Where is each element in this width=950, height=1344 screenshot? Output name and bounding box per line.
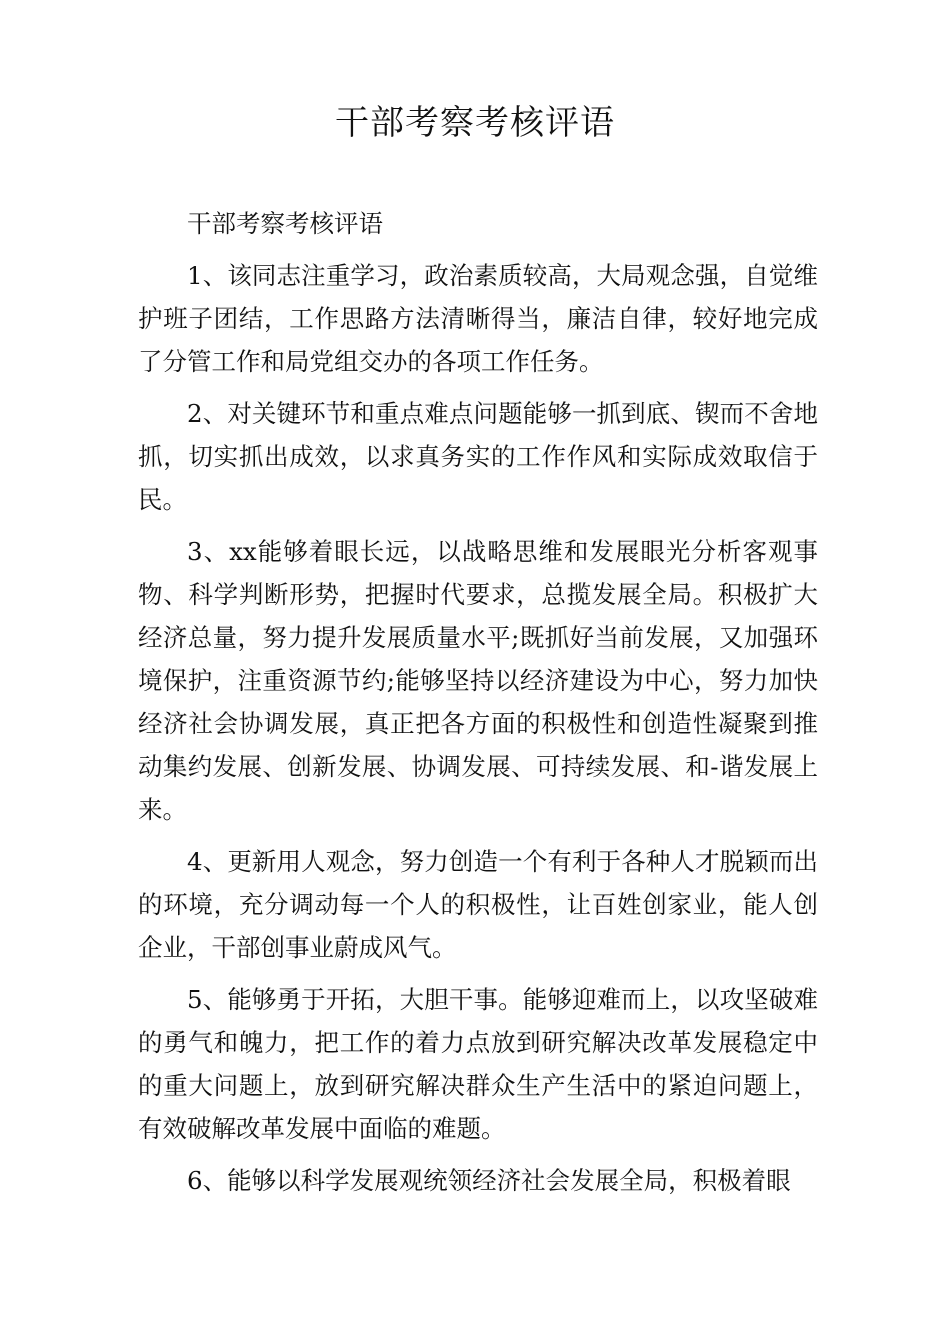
- document-title: 干部考察考核评语: [335, 103, 615, 143]
- document-body: [138, 202, 818, 1211]
- paragraph-2: 2、对关键环节和重点难点问题能够一抓到底、锲而不舍地抓，切实抓出成效，以求真务实的工作作风和实际成效取信于民。: [138, 399, 818, 514]
- paragraph-subtitle: 干部考察考核评语: [187, 209, 383, 238]
- paragraph-5: 5、能够勇于开拓，大胆干事。能够迎难而上，以攻坚破难的勇气和魄力，把工作的着力点放到研究解决改革发展稳定中的重大问题上，放到研究解决群众生产生活中的紧迫问题上，有效破解改革发展中面临的难题。: [138, 985, 818, 1143]
- paragraph-4: 4、更新用人观念，努力创造一个有利于各种人才脱颖而出的环境，充分调动每一个人的积极性，让百姓创家业，能人创企业，干部创事业蔚成风气。: [138, 847, 818, 962]
- paragraph-6: 6、能够以科学发展观统领经济社会发展全局，积极着眼: [187, 1166, 791, 1195]
- paragraph-1: 1、该同志注重学习，政治素质较高，大局观念强，自觉维护班子团结，工作思路方法清晰得当，廉洁自律，较好地完成了分管工作和局党组交办的各项工作任务。: [138, 261, 818, 376]
- paragraph-3: 3、xx能够着眼长远，以战略思维和发展眼光分析客观事物、科学判断形势，把握时代要求，总揽发展全局。积极扩大经济总量，努力提升发展质量水平;既抓好当前发展，又加强环境保护，注重资源节约;能够坚持以经济建设为中心，努力加快经济社会协调发展，真正把各方面的积极性和创造性凝聚到推动集约发展、创新发展、协调发展、可持续发展、和-谐发展上来。: [138, 537, 818, 824]
